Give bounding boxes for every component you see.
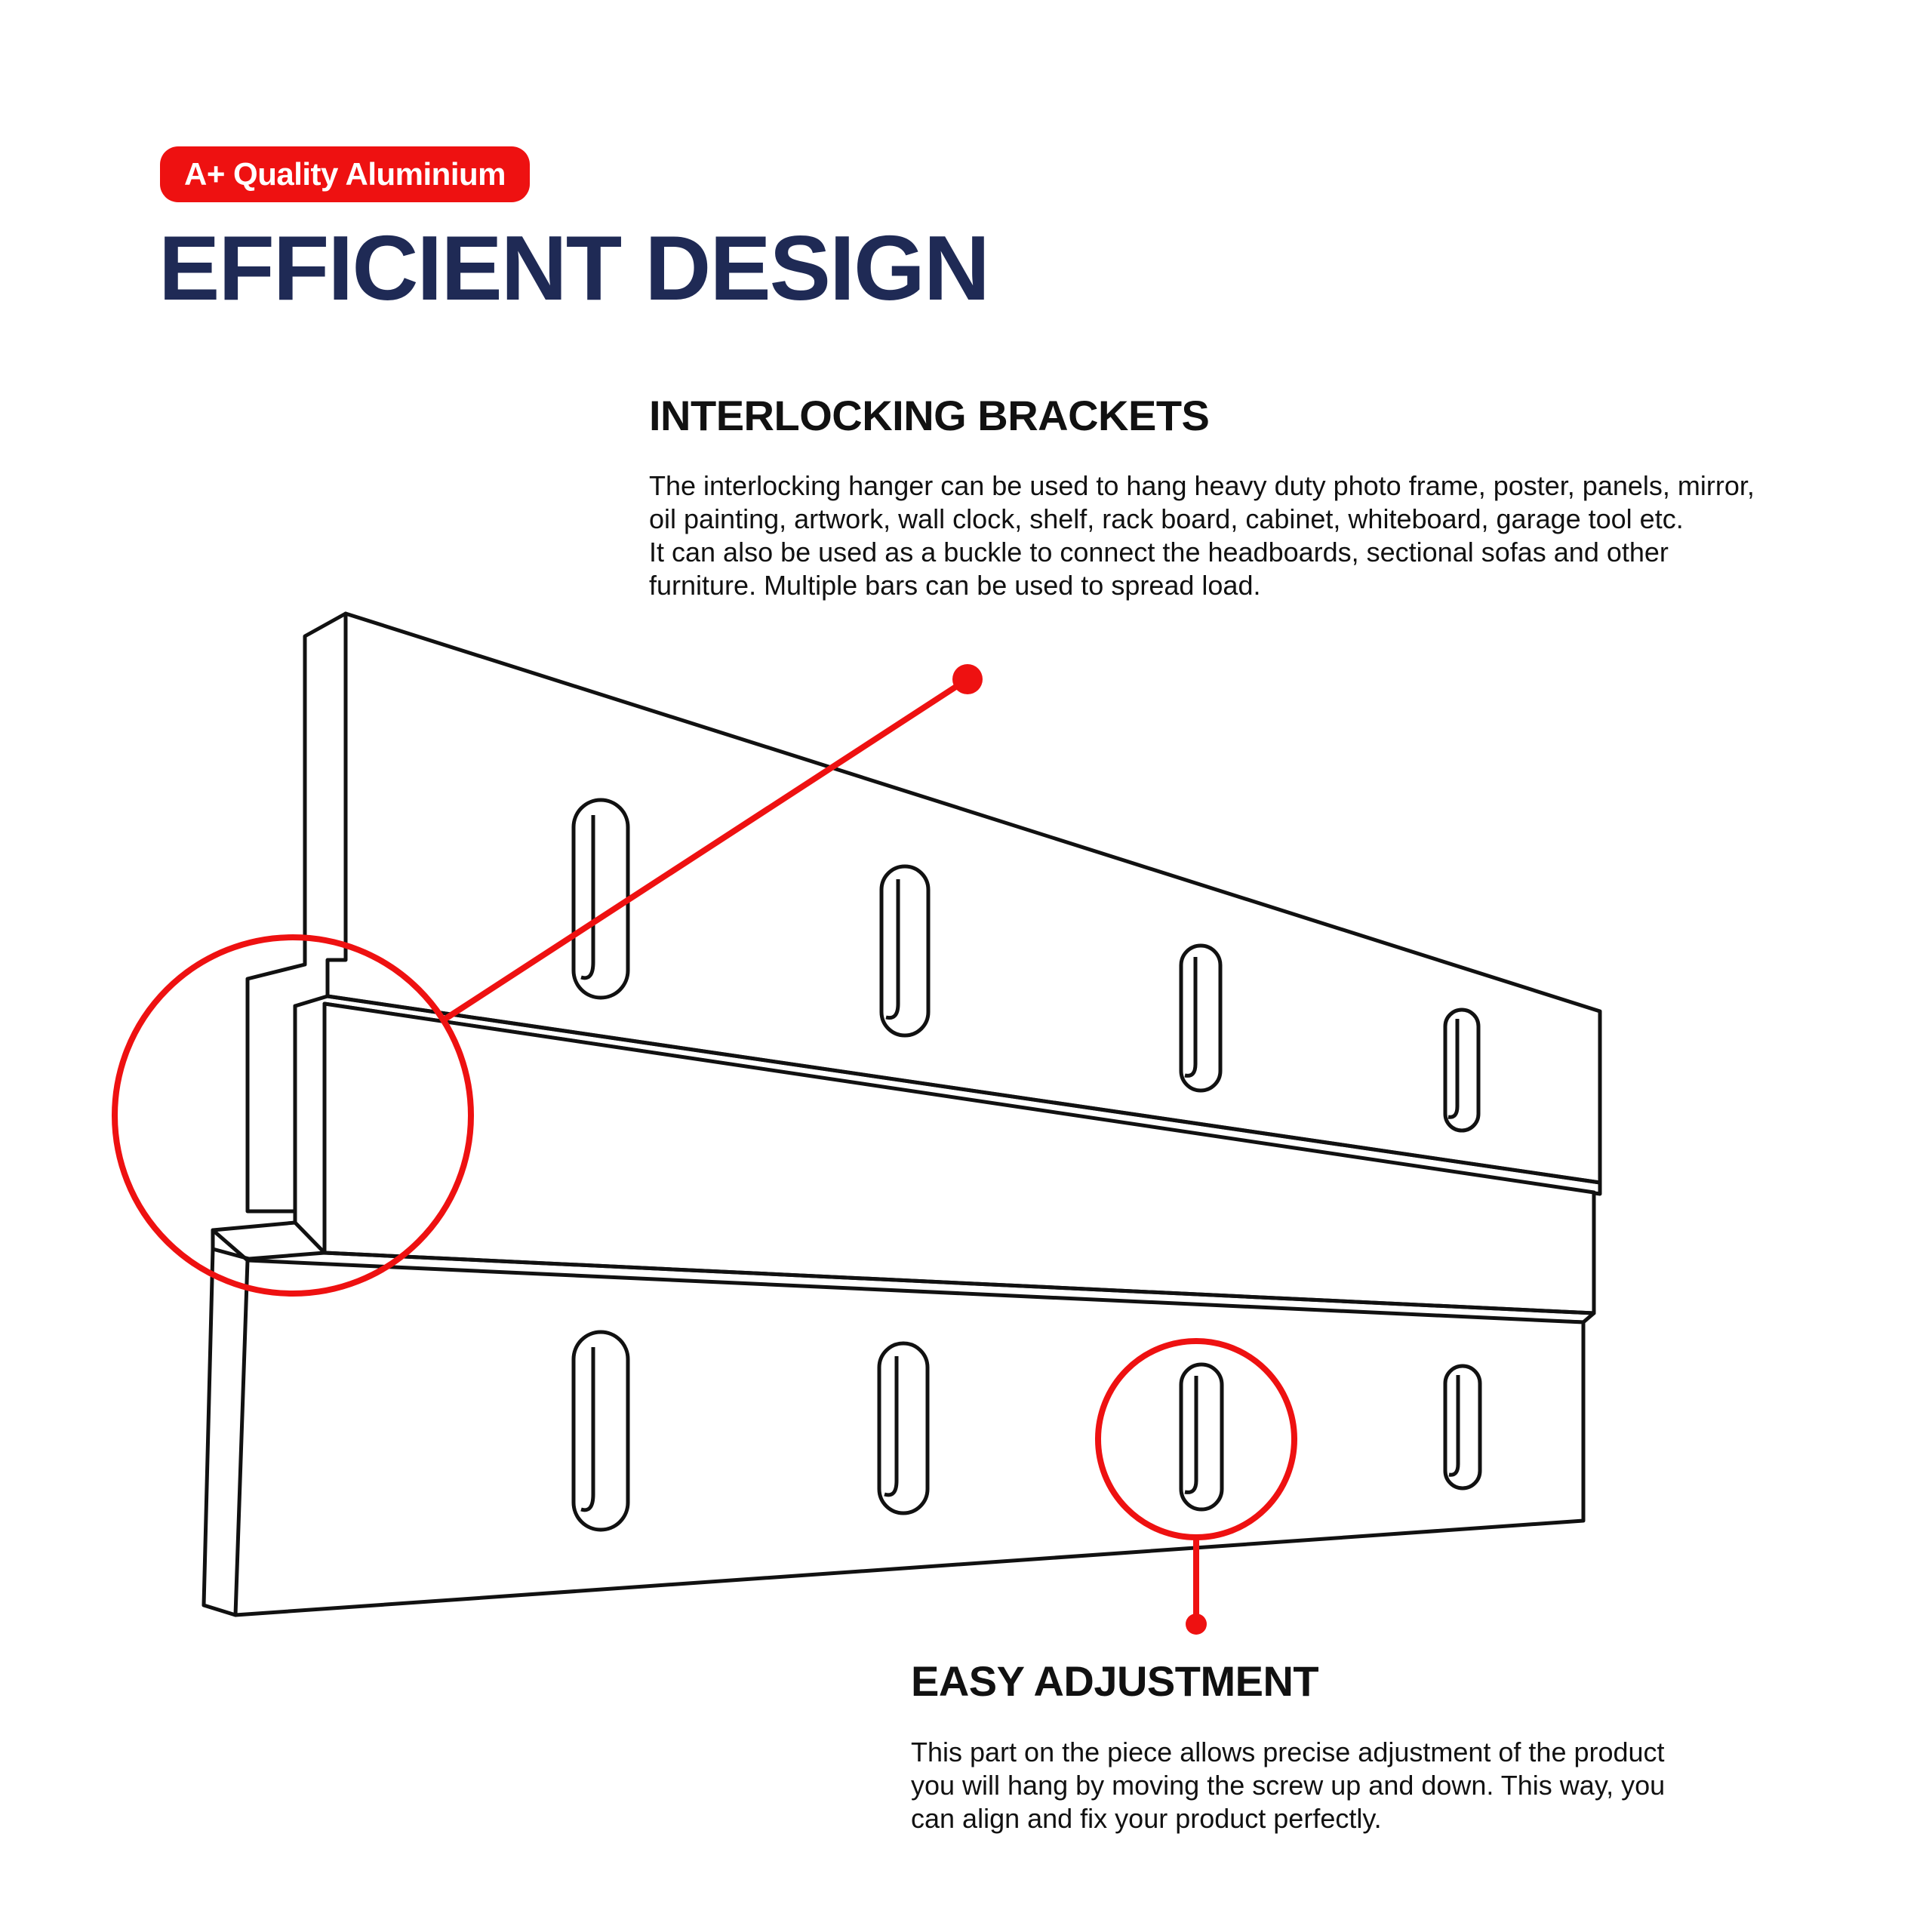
description-line: you will hang by moving the screw up and down. This way, you	[911, 1770, 1666, 1801]
adjustment-heading: EASY ADJUSTMENT	[911, 1657, 1319, 1705]
slot-icon	[574, 1332, 628, 1530]
page-title: EFFICIENT DESIGN	[158, 217, 989, 319]
slot-icon	[879, 1343, 928, 1513]
slot-icon	[1445, 1010, 1478, 1131]
slot-icon	[1181, 1364, 1222, 1509]
description-line: can align and fix your product perfectly.	[911, 1803, 1382, 1834]
description-line: This part on the piece allows precise adjustment of the product	[911, 1737, 1665, 1767]
lower-bracket-lip-edge	[295, 1006, 325, 1253]
slot-icon	[881, 866, 928, 1035]
adjustment-callout-dot	[1186, 1614, 1207, 1635]
slot-icon	[1445, 1366, 1480, 1488]
quality-badge: A+ Quality Aluminium	[160, 146, 530, 202]
description-line: oil painting, artwork, wall clock, shelf, rack board, cabinet, whiteboard, garage tool etc.	[649, 503, 1684, 534]
description-line: It can also be used as a buckle to connect the headboards, sectional sofas and other	[649, 537, 1669, 568]
slot-icon	[1181, 946, 1220, 1091]
interlock-callout-dot	[952, 664, 983, 694]
description-line: furniture. Multiple bars can be used to spread load.	[649, 570, 1261, 601]
adjustment-description	[911, 1736, 1665, 1835]
description-line: The interlocking hanger can be used to hang heavy duty photo frame, poster, panels, mirror,	[649, 470, 1755, 501]
interlocking-description	[649, 469, 1755, 602]
interlocking-heading: INTERLOCKING BRACKETS	[649, 392, 1210, 439]
slot-icon	[574, 800, 628, 998]
